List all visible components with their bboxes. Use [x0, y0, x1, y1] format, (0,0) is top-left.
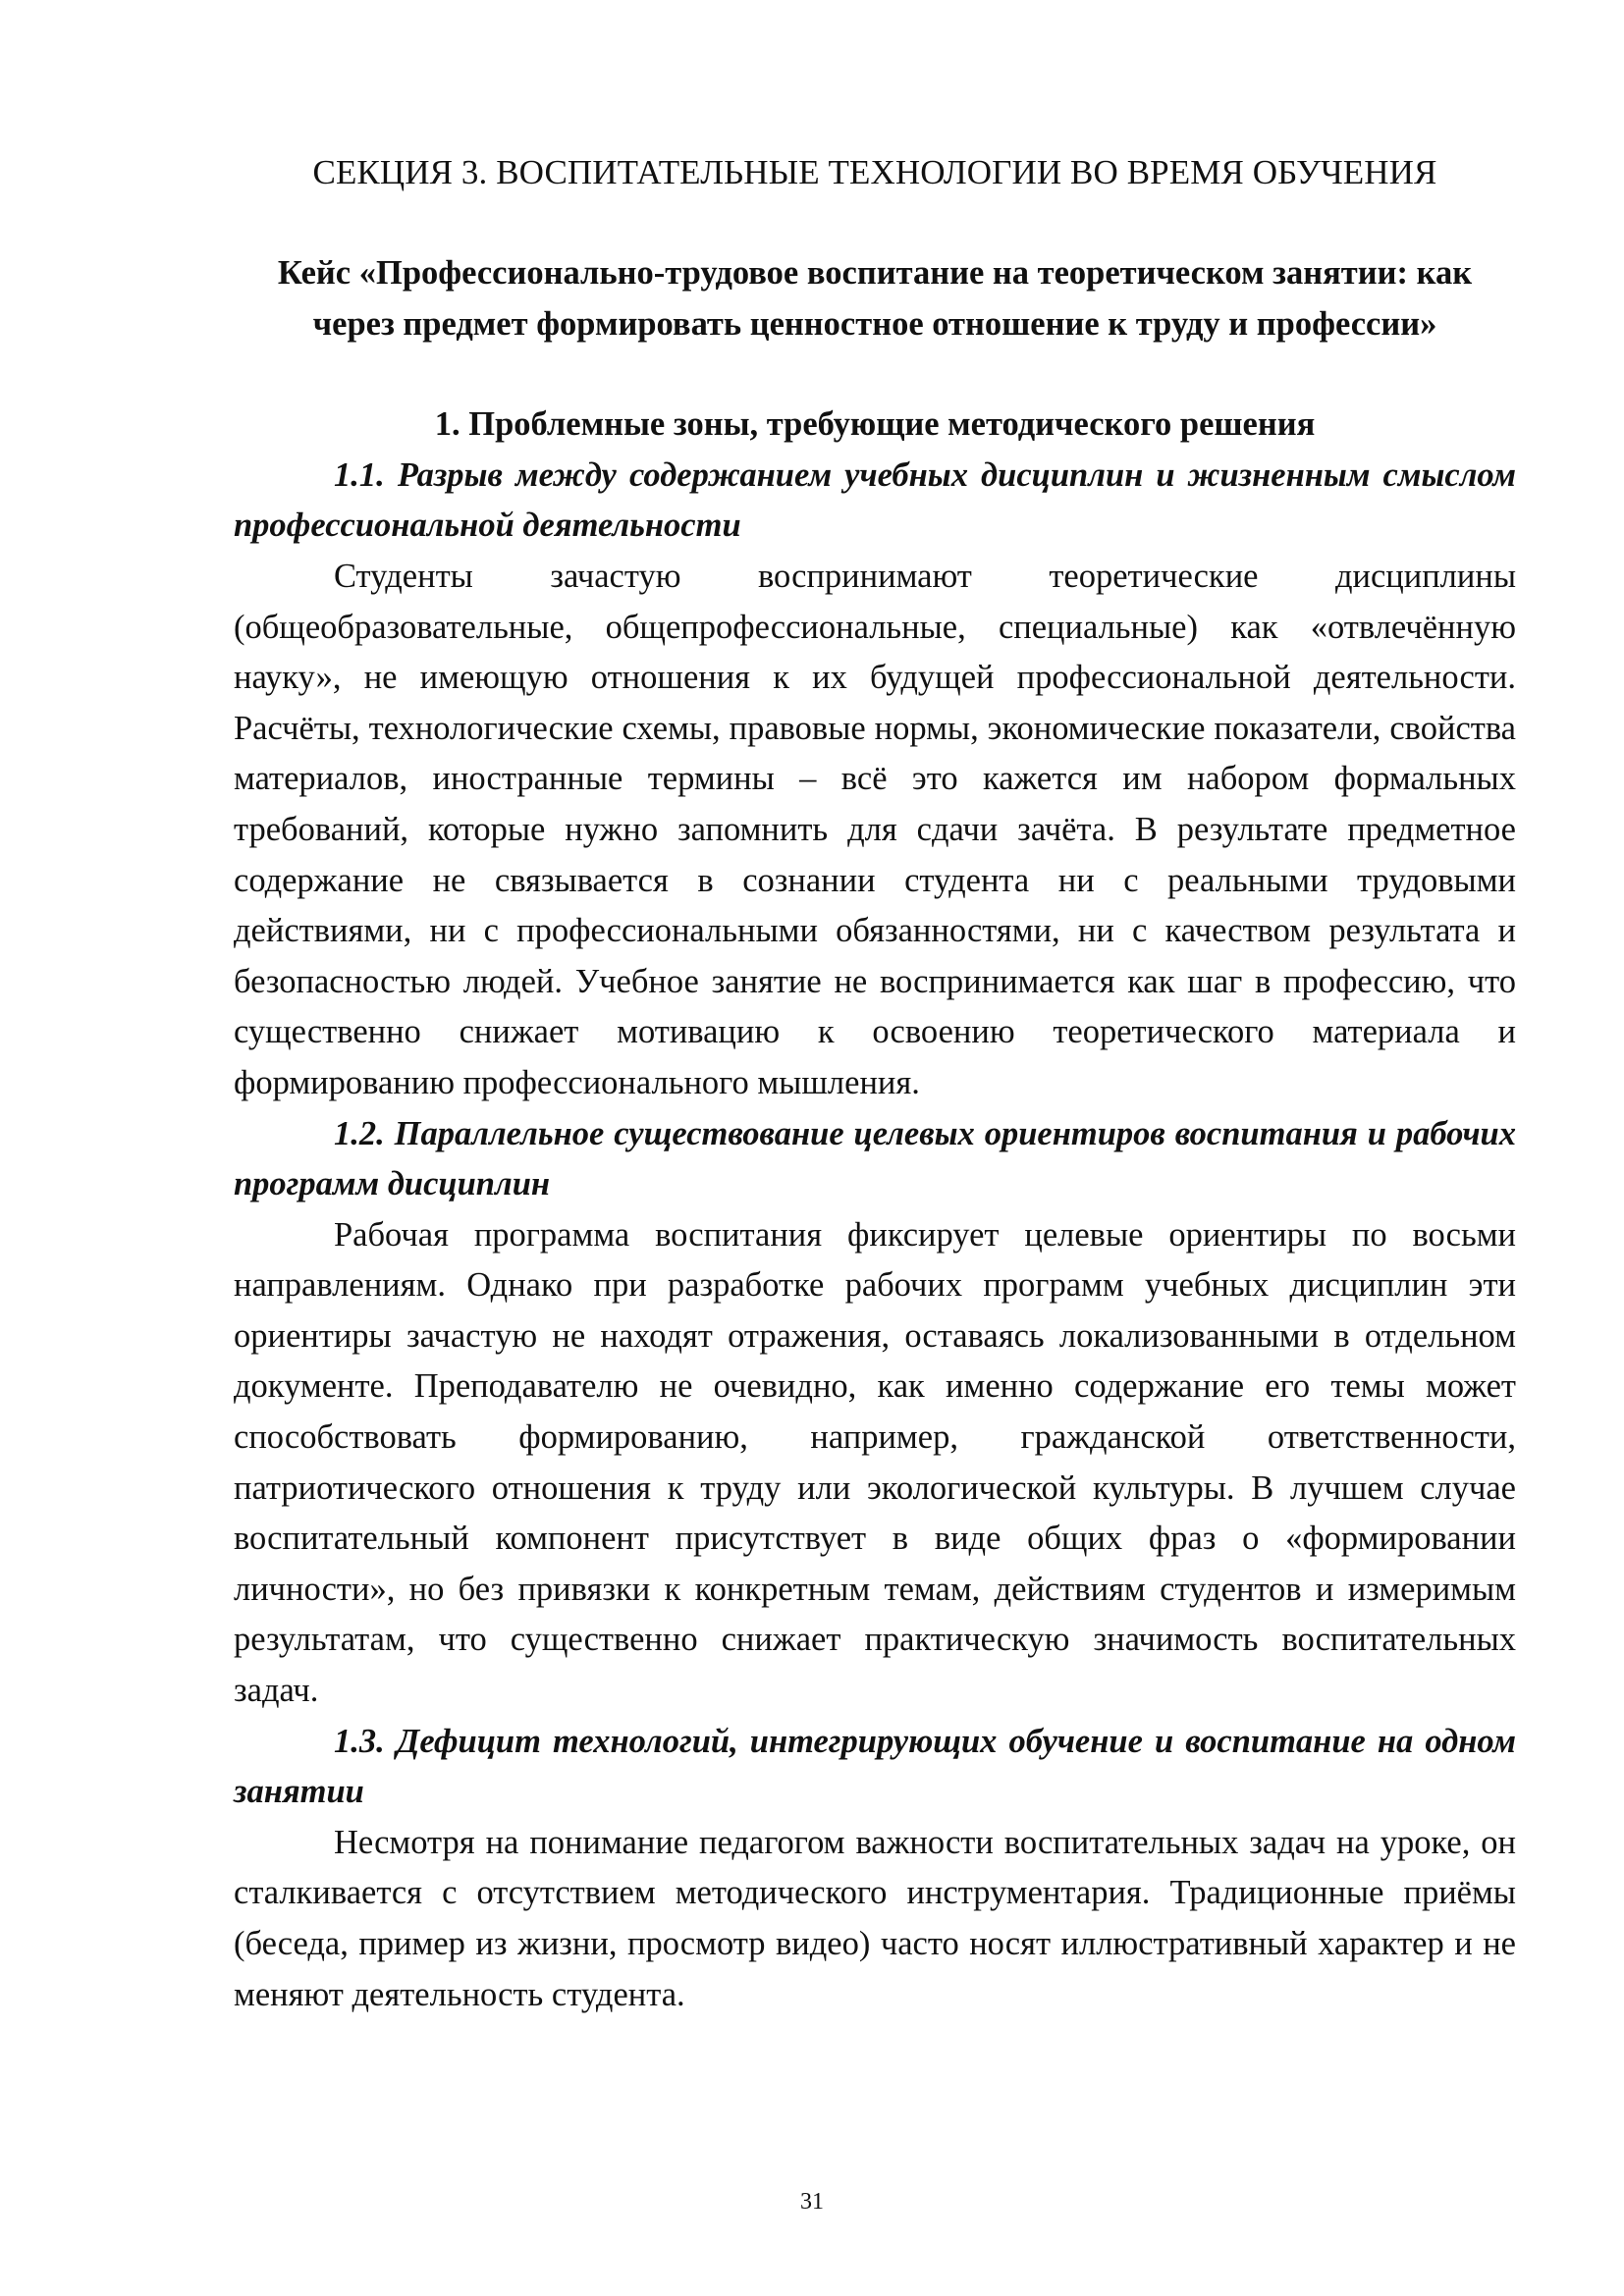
- page-number: 31: [800, 2189, 824, 2215]
- section-header: СЕКЦИЯ 3. ВОСПИТАТЕЛЬНЫЕ ТЕХНОЛОГИИ ВО ВРЕМЯ ОБУЧЕНИЯ: [312, 153, 1437, 191]
- heading-problem-zones: 1. Проблемные зоны, требующие методического решения: [434, 405, 1316, 444]
- paragraph-1-1: Студенты зачастую воспринимают теоретические дисциплины (общеобразовательные, общепрофессиональные, специальные) как «отвлечённую науку», не имеющую отношения к их будущей профессиональной деятельности. Расчёты, технологические схемы, правовые нормы, экономические показатели, свойства материалов, иностранные термины – всё это кажется им набором формальных требований, которые нужно запомнить для сдачи зачёта. В результате предметное содержание не связывается в сознании студента ни с реальными трудовыми действиями, ни с профессиональными обязанностями, ни с качеством результата и безопасностью людей. Учебное занятие не воспринимается как шаг в профессию, что существенно снижает мотивацию к освоению теоретического материала и формированию профессионального мышления.: [234, 557, 1516, 1101]
- subheading-1-3: 1.3. Дефицит технологий, интегрирующих обучение и воспитание на одном занятии: [234, 1722, 1516, 1811]
- case-title: Кейс «Профессионально-трудовое воспитание на теоретическом занятии: как через предмет формировать ценностное отношение к труду и профессии»: [277, 254, 1473, 343]
- paragraph-1-3: Несмотря на понимание педагогом важности воспитательных задач на уроке, он сталкивается с отсутствием методического инструментария. Традиционные приёмы (беседа, пример из жизни, просмотр видео) часто носят иллюстративный характер и не меняют деятельность студента.: [234, 1823, 1516, 2013]
- document-page: [234, 147, 1516, 2020]
- subheading-1-1: 1.1. Разрыв между содержанием учебных дисциплин и жизненным смыслом профессиональной деятельности: [234, 455, 1516, 545]
- paragraph-1-2: Рабочая программа воспитания фиксирует целевые ориентиры по восьми направлениям. Однако при разработке рабочих программ учебных дисциплин эти ориентиры зачастую не находят отражения, оставаясь локализованными в отдельном документе. Преподавателю не очевидно, как именно содержание его темы может способствовать формированию, например, гражданской ответственности, патриотического отношения к труду или экологической культуры. В лучшем случае воспитательный компонент присутствует в виде общих фраз о «формировании личности», но без привязки к конкретным темам, действиям студентов и измеримым результатам, что существенно снижает практическую значимость воспитательных задач.: [234, 1215, 1516, 1710]
- subheading-1-2: 1.2. Параллельное существование целевых ориентиров воспитания и рабочих программ дисциплин: [234, 1114, 1516, 1203]
